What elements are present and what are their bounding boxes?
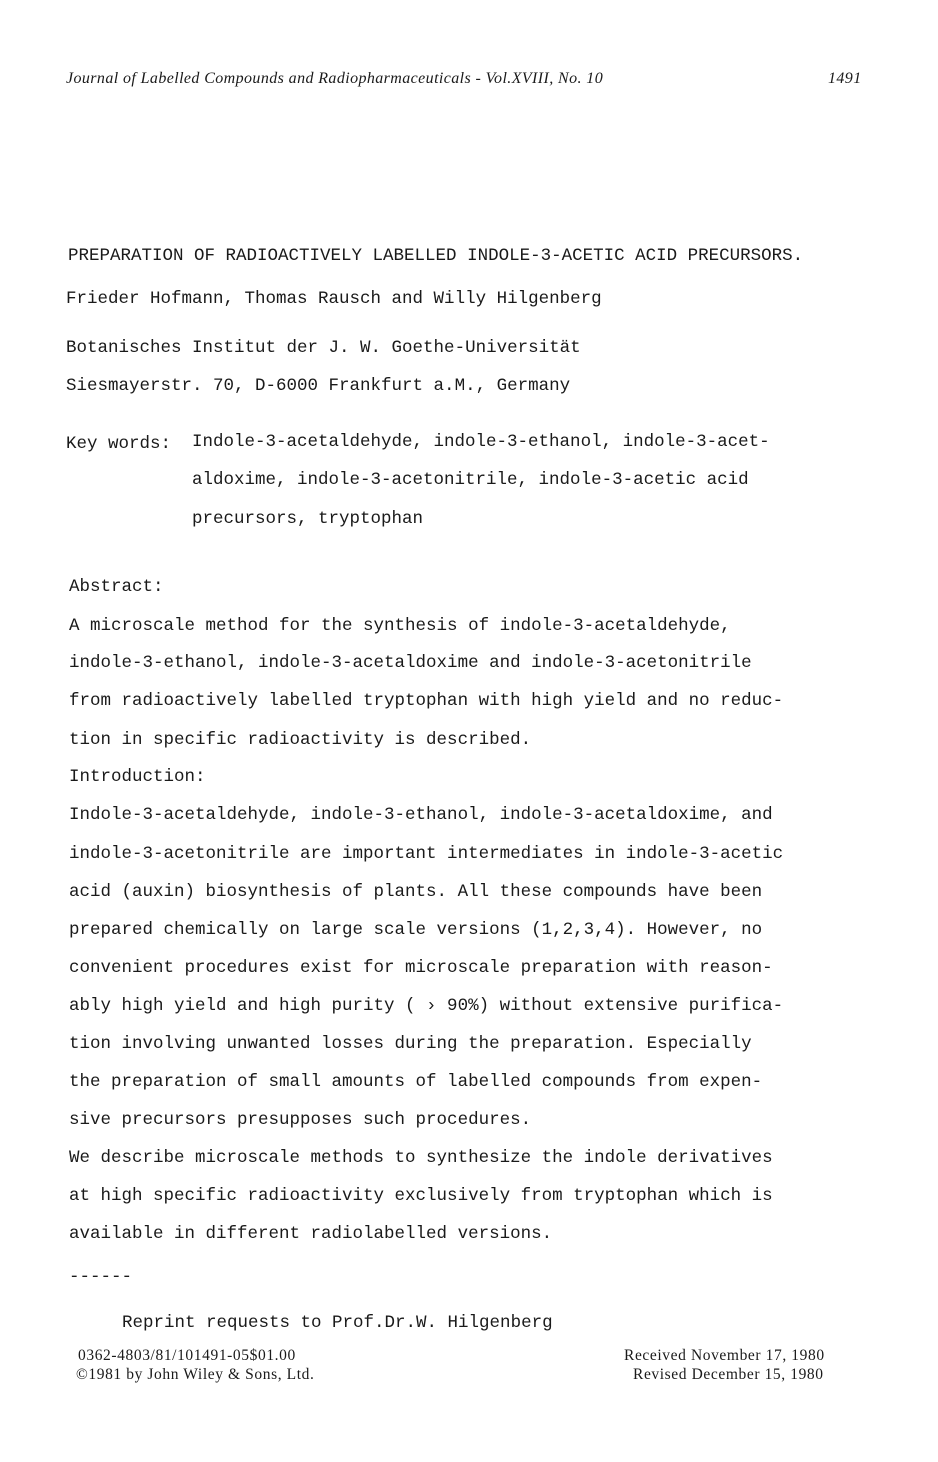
introduction-line: sive precursors presupposes such procedures. [69, 1110, 532, 1130]
keywords-line: Indole-3-acetaldehyde, indole-3-ethanol, indole-3-acet- [192, 432, 770, 452]
abstract-line: from radioactively labelled tryptophan with high yield and no reduc- [69, 691, 784, 711]
introduction-line: We describe microscale methods to synthesize the indole derivatives [69, 1148, 773, 1168]
introduction-line: acid (auxin) biosynthesis of plants. All these compounds have been [69, 882, 763, 902]
introduction-line: at high specific radioactivity exclusively from tryptophan which is [69, 1186, 773, 1206]
abstract-line: A microscale method for the synthesis of indole-3-acetaldehyde, [69, 616, 731, 636]
journal-running-head: Journal of Labelled Compounds and Radiopharmaceuticals - Vol.XVIII, No. 10 [66, 70, 604, 87]
affiliation-line-2: Siesmayerstr. 70, D-6000 Frankfurt a.M., Germany [66, 376, 571, 396]
keywords-line: aldoxime, indole-3-acetonitrile, indole-3-acetic acid [192, 470, 749, 490]
reprint-request: Reprint requests to Prof.Dr.W. Hilgenberg [122, 1313, 553, 1333]
copyright: ©1981 by John Wiley & Sons, Ltd. [76, 1366, 315, 1383]
article-code: 0362-4803/81/101491-05$01.00 [78, 1347, 296, 1364]
introduction-line: indole-3-acetonitrile are important intermediates in indole-3-acetic [69, 844, 784, 864]
introduction-line: ably high yield and high purity ( › 90%) without extensive purifica- [69, 996, 784, 1016]
affiliation-line-1: Botanisches Institut der J. W. Goethe-Universität [66, 338, 581, 358]
article-title: PREPARATION OF RADIOACTIVELY LABELLED INDOLE-3-ACETIC ACID PRECURSORS. [68, 246, 804, 266]
introduction-line: available in different radiolabelled versions. [69, 1224, 553, 1244]
page-number: 1491 [828, 70, 862, 87]
abstract-line: tion in specific radioactivity is described. [69, 730, 532, 750]
received-date: Received November 17, 1980 [624, 1347, 825, 1364]
authors: Frieder Hofmann, Thomas Rausch and Willy Hilgenberg [66, 289, 602, 309]
revised-date: Revised December 15, 1980 [633, 1366, 824, 1383]
introduction-line: tion involving unwanted losses during the preparation. Especially [69, 1034, 752, 1054]
keywords-line: precursors, tryptophan [192, 509, 424, 529]
abstract-heading: Abstract: [69, 577, 164, 597]
introduction-heading: Introduction: [69, 767, 206, 787]
footnote-separator: ------ [69, 1267, 133, 1287]
introduction-line: the preparation of small amounts of labelled compounds from expen- [69, 1072, 763, 1092]
introduction-line: Indole-3-acetaldehyde, indole-3-ethanol, indole-3-acetaldoxime, and [69, 805, 773, 825]
introduction-line: prepared chemically on large scale versions (1,2,3,4). However, no [69, 920, 763, 940]
keywords-label: Key words: [66, 434, 172, 454]
abstract-line: indole-3-ethanol, indole-3-acetaldoxime and indole-3-acetonitrile [69, 653, 752, 673]
introduction-line: convenient procedures exist for microscale preparation with reason- [69, 958, 773, 978]
